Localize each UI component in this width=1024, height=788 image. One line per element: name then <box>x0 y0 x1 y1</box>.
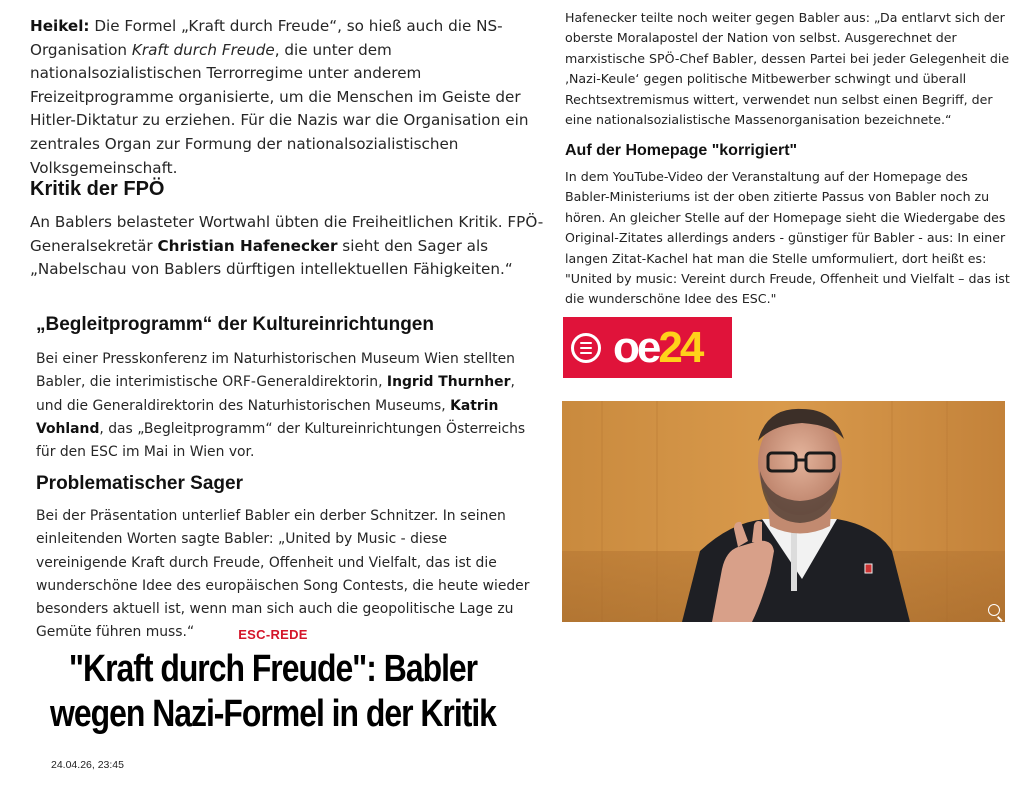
oe24-logo-banner[interactable] <box>563 317 732 378</box>
menu-icon[interactable] <box>571 333 601 363</box>
logo-part-24: 24 <box>658 322 702 372</box>
intro-lead: Heikel: <box>30 17 90 35</box>
begleit-text-2: , und die Generaldirektorin des Naturhistorischen Museums, <box>36 374 515 414</box>
kritik-paragraph <box>30 211 550 282</box>
person-name: Katrin Vohland <box>36 397 499 437</box>
kritik-text-1: An Bablers belasteter Wortwahl übten die Freiheitlichen Kritik. FPÖ-Generalsekretär <box>30 213 544 255</box>
person-name: Ingrid Thurnher <box>386 374 511 391</box>
begleit-text-1: Bei einer Presskonferenz im Naturhistorischen Museum Wien stellten Babler, die interimistische ORF-Generaldirektorin, <box>36 351 515 391</box>
begleit-paragraph <box>36 348 536 464</box>
headline-line-1[interactable]: "Kraft durch Freude": Babler <box>68 648 478 690</box>
heading-kritik: Kritik der FPÖ <box>30 178 165 200</box>
intro-text-1: Die Formel „Kraft durch Freude“, so hieß auch die NS-Organisation <box>30 17 503 59</box>
magnifier-icon[interactable] <box>988 604 1000 616</box>
begleit-text-3: , das „Begleitprogramm“ der Kultureinrichtungen Österreichs für den ESC im Mai in Wien vor. <box>36 420 526 461</box>
person-name: Christian Hafenecker <box>157 236 338 255</box>
intro-emphasis: Kraft durch Freude <box>131 40 275 59</box>
article-photo[interactable] <box>562 401 1005 622</box>
headline-line-2[interactable]: wegen Nazi-Formel in der Kritik <box>50 693 496 735</box>
heading-homepage-korrigiert: Auf der Homepage "korrigiert" <box>565 142 798 159</box>
sager-paragraph: Bei der Präsentation unterlief Babler ein derber Schnitzer. In seinen einleitenden Worten sagte Babler: „United by Music - diese vereinigende Kraft durch Freude, Offenheit und Vielfalt, das ist die wunderschöne Idee des europäischen Song Contests, die heute wieder besonders aktuell ist, wenn man sich auch die geopolitische Lage zu Gemüte führen muss.“ <box>36 508 530 641</box>
hafenecker-quote-paragraph: Hafenecker teilte noch weiter gegen Babler aus: „Da entlarvt sich der oberste Moralapostel der Nation von selbst. Ausgerechnet der marxistische SPÖ-Chef Babler, dessen Partei bei jeder Gelegenheit die ‚Nazi-Keule‘ gegen politische Mitbewerber schwingt und überall Rechtsextremismus wittert, verwendet nun selbst einen Begriff, der eine nationalsozialistische Massenorganisation bezeichnete.“ <box>565 10 1010 128</box>
kritik-text-2: sieht den Sager als „Nabelschau von Bablers dürftigen intellektuellen Fähigkeiten.“ <box>30 236 513 279</box>
homepage-paragraph: In dem YouTube-Video der Veranstaltung auf der Homepage des Babler-Ministeriums ist der oben zitierte Passus von Babler noch zu hören. An gleicher Stelle auf der Homepage sieht die Wiedergabe des Original-Zitates allerdings anders - günstiger für Babler - aus: In einer langen Zitat-Kachel hat man die Stelle umformuliert, dort heißt es: "United by music: Vereint durch Freude, Offenheit und Vielfalt – das ist die wunderschöne Idee des ESC." <box>565 169 1010 307</box>
article-headline[interactable] <box>0 647 546 737</box>
intro-paragraph <box>30 15 550 180</box>
oe24-logo[interactable] <box>613 322 702 372</box>
heading-begleitprogramm: „Begleitprogramm“ der Kultureinrichtungen <box>36 314 434 335</box>
article-kicker[interactable]: ESC-REDE <box>238 627 308 642</box>
heading-problematischer-sager: Problematischer Sager <box>36 473 243 494</box>
article-date: 24.04.26, 23:45 <box>51 759 124 771</box>
logo-part-oe: oe <box>613 322 659 372</box>
intro-text-2: , die unter dem nationalsozialistischen Terrorregime unter anderem Freizeitprogramme organisierte, um die Menschen im Geiste der Hitler-Diktatur zu erziehen. Für die Nazis war die Organisation ein zentrales Organ zur Formung der nationalsozialistischen Volksgemeinschaft. <box>30 40 529 177</box>
photo-portrait <box>562 401 1005 622</box>
